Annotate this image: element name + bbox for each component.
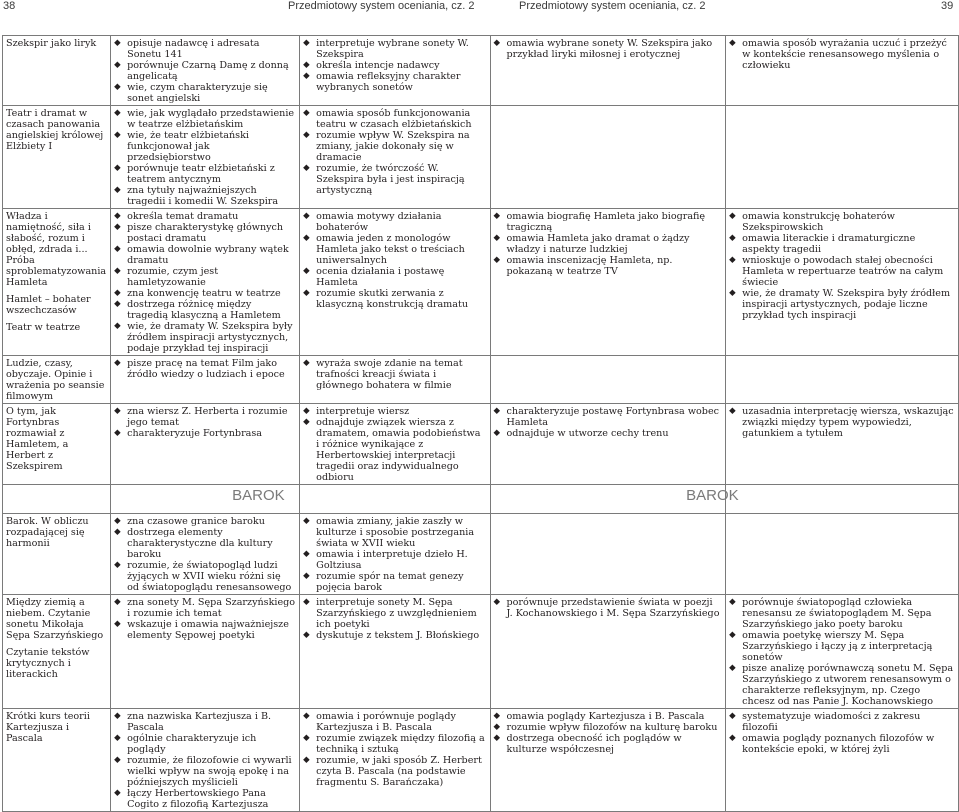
requirement-list bbox=[729, 38, 954, 71]
requirement-list bbox=[303, 358, 485, 391]
topic-cell bbox=[3, 514, 111, 595]
requirement-cell bbox=[490, 514, 726, 595]
requirement-cell bbox=[111, 595, 300, 709]
requirement-item: ◆ pisze charakterystykę głównych postaci dramatu bbox=[114, 222, 295, 244]
topic-title: Teatr i dramat w czasach panowania angielskiej królowej Elżbiety I bbox=[6, 108, 104, 152]
requirement-item: ◆ pisze pracę na temat Film jako źródło wiedzy o ludziach i epoce bbox=[114, 358, 295, 380]
requirement-item: ◆ wyraża swoje zdanie na temat trafności kreacji świata i głównego bohatera w filmie bbox=[303, 358, 485, 391]
requirement-cell bbox=[300, 209, 490, 356]
requirement-item: ◆ omawia inscenizację Hamleta, np. pokazaną w teatrze TV bbox=[494, 255, 722, 277]
requirement-item: ◆ zna nazwiska Kartezjusza i B. Pascala bbox=[114, 711, 295, 733]
requirement-item: ◆ zna czasowe granice baroku bbox=[114, 516, 295, 527]
requirement-cell bbox=[300, 356, 490, 404]
topic-cell bbox=[3, 106, 111, 209]
requirement-item: ◆ określa temat dramatu bbox=[114, 211, 295, 222]
period-separator-row bbox=[3, 485, 959, 514]
topic-title: Krótki kurs teorii Kartezjusza i Pascala bbox=[6, 711, 90, 744]
requirement-item: ◆ rozumie, czym jest hamletyzowanie bbox=[114, 266, 295, 288]
requirement-list bbox=[114, 406, 295, 439]
requirement-list bbox=[494, 38, 722, 60]
requirement-item: ◆ zna sonety M. Sępa Szarzyńskiego i rozumie ich temat bbox=[114, 597, 295, 619]
requirement-list bbox=[729, 711, 954, 755]
topic-title: Barok. W obliczu rozpadającej się harmonii bbox=[6, 516, 89, 549]
requirement-cell bbox=[300, 709, 490, 812]
requirement-cell bbox=[726, 514, 959, 595]
requirement-item: ◆ łączy Herbertowskiego Pana Cogito z filozofią Kartezjusza bbox=[114, 788, 295, 810]
table-row bbox=[3, 356, 959, 404]
requirement-cell bbox=[111, 404, 300, 485]
requirement-item: ◆ opisuje nadawcę i adresata Sonetu 141 bbox=[114, 38, 295, 60]
requirement-item: ◆ uzasadnia interpretację wiersza, wskazując związki między typem wypowiedzi, gatunkiem a tytułem bbox=[729, 406, 954, 439]
requirement-cell bbox=[726, 595, 959, 709]
requirement-item: ◆ zna konwencję teatru w teatrze bbox=[114, 288, 295, 299]
requirement-item: ◆ wie, że teatr elżbietański funkcjonował jak przedsiębiorstwo bbox=[114, 130, 295, 163]
requirement-list bbox=[114, 358, 295, 380]
requirement-item: ◆ omawia i porównuje poglądy Kartezjusza i B. Pascala bbox=[303, 711, 485, 733]
requirement-cell bbox=[111, 209, 300, 356]
requirement-cell bbox=[300, 595, 490, 709]
requirement-item: ◆ wie, jak wyglądało przedstawienie w teatrze elżbietańskim bbox=[114, 108, 295, 130]
requirement-item: ◆ rozumie wpływ filozofów na kulturę baroku bbox=[494, 722, 722, 733]
requirement-item: ◆ wnioskuje o powodach stałej obecności Hamleta w repertuarze teatrów na całym świecie bbox=[729, 255, 954, 288]
topic-cell bbox=[3, 709, 111, 812]
requirement-cell bbox=[490, 595, 726, 709]
requirement-list bbox=[303, 516, 485, 593]
requirement-list bbox=[303, 597, 485, 641]
requirement-cell bbox=[490, 209, 726, 356]
requirement-item: ◆ omawia biografię Hamleta jako biografię tragiczną bbox=[494, 211, 722, 233]
requirement-cell bbox=[726, 404, 959, 485]
requirement-item: ◆ rozumie, że światopogląd ludzi żyjących w XVII wieku różni się od światopoglądu renesansowego bbox=[114, 560, 295, 593]
table-row bbox=[3, 514, 959, 595]
requirement-list bbox=[114, 108, 295, 207]
requirement-item: ◆ wie, że dramaty W. Szekspira były źródłem inspiracji artystycznych, podaje przykład tej inspiracji bbox=[114, 321, 295, 354]
requirement-cell bbox=[726, 356, 959, 404]
requirement-item: ◆ rozumie wpływ W. Szekspira na zmiany, jakie dokonały się w dramacie bbox=[303, 130, 485, 163]
requirement-item: ◆ ocenia działania i postawę Hamleta bbox=[303, 266, 485, 288]
topic-title: Hamlet – bohater wszechczasów bbox=[6, 294, 91, 316]
requirement-item: ◆ charakteryzuje postawę Fortynbrasa wobec Hamleta bbox=[494, 406, 722, 428]
requirement-cell bbox=[300, 106, 490, 209]
requirement-item: ◆ omawia poglądy poznanych filozofów w kontekście epoki, w której żyli bbox=[729, 733, 954, 755]
left-running-title: Przedmiotowy system oceniania, cz. 2 bbox=[288, 0, 475, 12]
requirement-cell bbox=[111, 36, 300, 106]
requirement-item: ◆ zna tytuły najważniejszych tragedii i komedii W. Szekspira bbox=[114, 185, 295, 207]
topic-title: Szekspir jako liryk bbox=[6, 38, 97, 49]
topic-cell bbox=[3, 209, 111, 356]
requirement-cell bbox=[490, 106, 726, 209]
requirement-cell bbox=[490, 709, 726, 812]
requirement-cell bbox=[726, 36, 959, 106]
requirement-item: ◆ omawia i interpretuje dzieło H. Goltziusa bbox=[303, 549, 485, 571]
topic-cell bbox=[3, 36, 111, 106]
topic-cell bbox=[3, 595, 111, 709]
topic-cell bbox=[3, 404, 111, 485]
requirement-item: ◆ omawia wybrane sonety W. Szekspira jako przykład liryki miłosnej i erotycznej bbox=[494, 38, 722, 60]
requirement-item: ◆ porównuje teatr elżbietański z teatrem antycznym bbox=[114, 163, 295, 185]
requirement-item: ◆ omawia sposób funkcjonowania teatru w czasach elżbietańskich bbox=[303, 108, 485, 130]
requirement-cell bbox=[300, 404, 490, 485]
requirement-item: ◆ omawia dowolnie wybrany wątek dramatu bbox=[114, 244, 295, 266]
topic-title: Ludzie, czasy, obyczaje. Opinie i wrażenia po seansie filmowym bbox=[6, 358, 105, 402]
right-running-title: Przedmiotowy system oceniania, cz. 2 bbox=[519, 0, 706, 12]
requirement-item: ◆ wie, że dramaty W. Szekspira były źródłem inspiracji artystycznych, podaje liczne przykład tych inspiracji bbox=[729, 288, 954, 321]
requirements-table bbox=[2, 35, 959, 812]
requirement-item: ◆ omawia sposób wyrażania uczuć i przeżyć w kontekście renesansowego myślenia o człowieku bbox=[729, 38, 954, 71]
requirement-item: ◆ omawia Hamleta jako dramat o żądzy władzy i naturze ludzkiej bbox=[494, 233, 722, 255]
requirement-list bbox=[303, 38, 485, 93]
table-row bbox=[3, 36, 959, 106]
requirement-item: ◆ wie, czym charakteryzuje się sonet angielski bbox=[114, 82, 295, 104]
requirement-cell bbox=[490, 356, 726, 404]
requirement-cell bbox=[111, 709, 300, 812]
period-label: BAROK bbox=[232, 487, 285, 504]
table-row bbox=[3, 106, 959, 209]
requirement-list bbox=[494, 406, 722, 439]
requirement-cell bbox=[111, 106, 300, 209]
requirement-item: ◆ interpretuje sonety M. Sępa Szarzyńskiego z uwzględnieniem ich poetyki bbox=[303, 597, 485, 630]
topic-title: O tym, jak Fortynbras rozmawiał z Hamletem, a Herbert z Szekspirem bbox=[6, 406, 69, 472]
requirement-cell bbox=[300, 36, 490, 106]
requirement-list bbox=[303, 406, 485, 483]
requirement-item: ◆ rozumie skutki zerwania z klasyczną konstrukcją dramatu bbox=[303, 288, 485, 310]
right-page-number: 39 bbox=[941, 0, 954, 12]
requirement-item: ◆ porównuje światopogląd człowieka renesansu ze światopoglądem M. Sępa Szarzyńskiego jako poety baroku bbox=[729, 597, 954, 630]
requirement-item: ◆ omawia konstrukcję bohaterów Szekspirowskich bbox=[729, 211, 954, 233]
requirement-item: ◆ odnajduje związek wiersza z dramatem, omawia podobieństwa i różnice wynikające z Herbertowskiej interpretacji tragedii oraz indywidualnego odbioru bbox=[303, 417, 485, 483]
requirement-item: ◆ omawia zmiany, jakie zaszły w kulturze i sposobie postrzegania świata w XVII wieku bbox=[303, 516, 485, 549]
period-label: BAROK bbox=[686, 487, 739, 504]
requirement-item: ◆ dostrzega obecność ich poglądów w kulturze współczesnej bbox=[494, 733, 722, 755]
requirement-item: ◆ charakteryzuje Fortynbrasa bbox=[114, 428, 295, 439]
requirement-list bbox=[729, 211, 954, 321]
requirement-item: ◆ ogólnie charakteryzuje ich poglądy bbox=[114, 733, 295, 755]
requirement-item: ◆ dostrzega elementy charakterystyczne dla kultury baroku bbox=[114, 527, 295, 560]
requirement-item: ◆ dyskutuje z tekstem J. Błońskiego bbox=[303, 630, 485, 641]
requirement-item: ◆ interpretuje wiersz bbox=[303, 406, 485, 417]
requirement-list bbox=[114, 711, 295, 810]
topic-title: Teatr w teatrze bbox=[6, 322, 81, 333]
table-row bbox=[3, 404, 959, 485]
requirement-item: ◆ omawia refleksyjny charakter wybranych sonetów bbox=[303, 71, 485, 93]
requirement-list bbox=[114, 38, 295, 104]
topic-title: Czytanie tekstów krytycznych i literackich bbox=[6, 647, 90, 680]
requirement-cell bbox=[726, 209, 959, 356]
requirement-list bbox=[114, 597, 295, 641]
requirement-item: ◆ omawia motywy działania bohaterów bbox=[303, 211, 485, 233]
table-row bbox=[3, 209, 959, 356]
topic-title: Władza i namiętność, siła i słabość, rozum i obłęd, zdrada i... Próba sproblematyzowania Hamleta bbox=[6, 211, 107, 288]
requirement-cell bbox=[490, 404, 726, 485]
requirement-list bbox=[729, 597, 954, 707]
requirement-item: ◆ porównuje Czarną Damę z donną angelicatą bbox=[114, 60, 295, 82]
requirement-item: ◆ systematyzuje wiadomości z zakresu filozofii bbox=[729, 711, 954, 733]
requirement-cell bbox=[726, 709, 959, 812]
requirement-item: ◆ omawia poglądy Kartezjusza i B. Pascala bbox=[494, 711, 722, 722]
requirement-item: ◆ pisze analizę porównawczą sonetu M. Sępa Szarzyńskiego z utworem renesansowym o charakterze refleksyjnym, np. Czego chcesz od nas Panie J. Kochanowskiego bbox=[729, 663, 954, 707]
requirement-cell bbox=[111, 514, 300, 595]
requirement-list bbox=[303, 108, 485, 196]
requirement-item: ◆ dostrzega różnicę między tragedią klasyczną a Hamletem bbox=[114, 299, 295, 321]
requirement-item: ◆ wskazuje i omawia najważniejsze elementy Sępowej poetyki bbox=[114, 619, 295, 641]
requirement-item: ◆ określa intencje nadawcy bbox=[303, 60, 485, 71]
topic-cell bbox=[3, 356, 111, 404]
requirement-list bbox=[494, 211, 722, 277]
left-page-number: 38 bbox=[3, 0, 16, 12]
requirement-item: ◆ omawia literackie i dramaturgiczne aspekty tragedii bbox=[729, 233, 954, 255]
requirement-item: ◆ rozumie, że filozofowie ci wywarli wielki wpływ na swoją epokę i na późniejszych myślicieli bbox=[114, 755, 295, 788]
requirement-item: ◆ interpretuje wybrane sonety W. Szekspira bbox=[303, 38, 485, 60]
requirement-item: ◆ porównuje przedstawienie świata w poezji J. Kochanowskiego i M. Sępa Szarzyńskiego bbox=[494, 597, 722, 619]
requirement-cell bbox=[490, 36, 726, 106]
requirement-list bbox=[303, 211, 485, 310]
requirement-cell bbox=[300, 514, 490, 595]
requirement-item: ◆ zna wiersz Z. Herberta i rozumie jego temat bbox=[114, 406, 295, 428]
requirement-list bbox=[729, 406, 954, 439]
requirement-item: ◆ rozumie związek między filozofią a techniką i sztuką bbox=[303, 733, 485, 755]
requirement-list bbox=[114, 516, 295, 593]
requirement-item: ◆ odnajduje w utworze cechy trenu bbox=[494, 428, 722, 439]
table-row bbox=[3, 709, 959, 812]
requirement-item: ◆ rozumie, w jaki sposób Z. Herbert czyta B. Pascala (na podstawie fragmentu S. Barańczaka) bbox=[303, 755, 485, 788]
requirement-list bbox=[494, 711, 722, 755]
requirement-item: ◆ omawia poetykę wierszy M. Sępa Szarzyńskiego i łączy ją z interpretacją sonetów bbox=[729, 630, 954, 663]
requirement-item: ◆ rozumie spór na temat genezy pojęcia barok bbox=[303, 571, 485, 593]
requirement-list bbox=[494, 597, 722, 619]
table-row bbox=[3, 595, 959, 709]
requirement-list bbox=[303, 711, 485, 788]
topic-title: Między ziemią a niebem. Czytanie sonetu Mikołaja Sępa Szarzyńskiego bbox=[6, 597, 104, 641]
requirement-item: ◆ omawia jeden z monologów Hamleta jako tekst o treściach uniwersalnych bbox=[303, 233, 485, 266]
requirement-cell bbox=[726, 106, 959, 209]
requirement-item: ◆ rozumie, że twórczość W. Szekspira była i jest inspiracją artystyczną bbox=[303, 163, 485, 196]
requirement-list bbox=[114, 211, 295, 354]
requirement-cell bbox=[111, 356, 300, 404]
